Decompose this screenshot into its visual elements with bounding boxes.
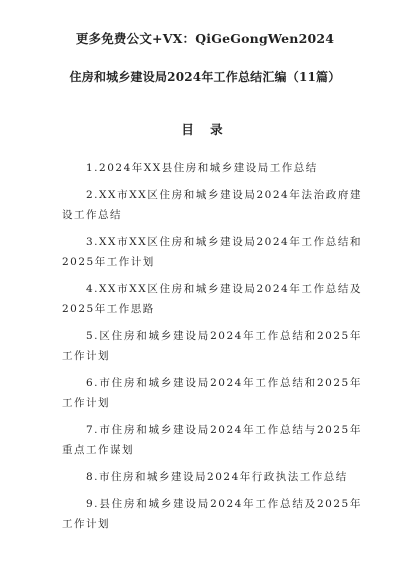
toc-item-4[interactable]: 4.XX市XX区住房和城乡建设局2024年工作总结及2025年工作思路	[62, 283, 362, 315]
toc-item-8[interactable]: 8.市住房和城乡建设局2024年行政执法工作总结	[86, 471, 348, 483]
toc-item-3[interactable]: 3.XX市XX区住房和城乡建设局2024年工作总结和2025年工作计划	[62, 236, 362, 268]
toc-item-6[interactable]: 6.市住房和城乡建设局2024年工作总结和2025年工作计划	[62, 377, 362, 409]
toc-heading: 目 录	[181, 122, 229, 137]
toc-item-2[interactable]: 2.XX市XX区住房和城乡建设局2024年法治政府建设工作总结	[62, 189, 362, 221]
toc-item-1[interactable]: 1.2024年XX县住房和城乡建设局工作总结	[86, 162, 318, 174]
table-of-contents	[62, 158, 362, 541]
promo-header: 更多免费公文+VX：QiGeGongWen2024	[75, 31, 335, 46]
document-title: 住房和城乡建设局2024年工作总结汇编（11篇）	[69, 70, 341, 84]
toc-item-5[interactable]: 5.区住房和城乡建设局2024年工作总结和2025年工作计划	[62, 330, 362, 362]
toc-item-7[interactable]: 7.市住房和城乡建设局2024年工作总结与2025年重点工作谋划	[62, 424, 362, 456]
toc-item-9[interactable]: 9.县住房和城乡建设局2024年工作总结及2025年工作计划	[62, 498, 362, 530]
